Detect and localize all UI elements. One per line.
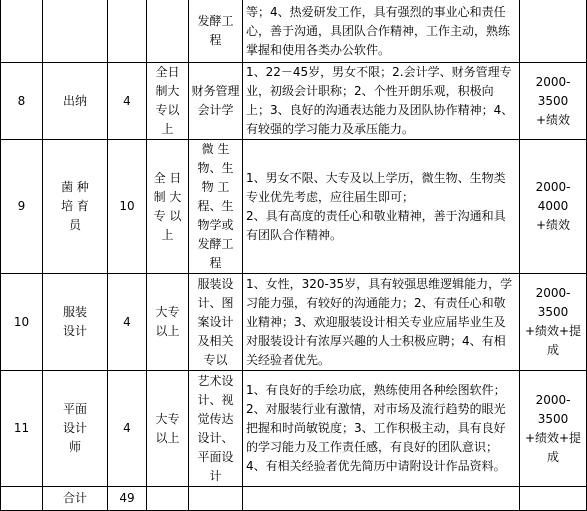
education-cell: 全日 制大 专以 上 bbox=[147, 63, 189, 140]
no-cell bbox=[1, 0, 43, 63]
table-row bbox=[1, 140, 587, 274]
table-row bbox=[1, 63, 587, 140]
requirements-cell: 1、男女不限、大专及以上学历，微生物、生物类专业优先考虑，应往届生即可； 2、具有高度的责任心和敬业精神，善于沟通和具有团队合作精神。 bbox=[243, 140, 520, 274]
count-cell: 4 bbox=[108, 274, 147, 371]
requirements-cell bbox=[243, 487, 520, 511]
education-cell: 大专 以上 bbox=[147, 274, 189, 371]
total-row bbox=[1, 487, 587, 511]
table-row bbox=[1, 274, 587, 371]
education-cell: 大专 以上 bbox=[147, 371, 189, 487]
major-cell: 发酵工 程 bbox=[189, 0, 243, 63]
position-cell: 菌 种 培 育 员 bbox=[43, 140, 108, 274]
major-cell: 微 生 物、生 物 工 程、生 物学或 发酵工 程 bbox=[189, 140, 243, 274]
salary-cell: 2000-3500 +绩效 bbox=[520, 63, 587, 140]
major-cell: 艺术设 计、视 觉传达 设计、 平面设 计 bbox=[189, 371, 243, 487]
total-label: 合计 bbox=[43, 487, 108, 511]
requirements-cell: 1、22－45岁，男女不限；2.会计学、财务管理专业，初级会计职称；2、个性开朗乐观，积极向上；3、良好的沟通表达能力及团队协作精神；4、有较强的学习能力及承压能力。 bbox=[243, 63, 520, 140]
requirements-cell: 1、女性，320-35岁，具有较强思维逻辑能力，学习能力强，有较好的沟通能力；2、有责任心和敬业精神；3、欢迎服装设计相关专业应届毕业生及对服装设计有浓厚兴趣的人士积极应聘；4、有相关经验者优先。 bbox=[243, 274, 520, 371]
education-cell bbox=[147, 487, 189, 511]
no-cell bbox=[1, 487, 43, 511]
salary-cell bbox=[520, 487, 587, 511]
position-cell: 平面 设计 师 bbox=[43, 371, 108, 487]
requirements-cell: 等；4、热爱研发工作，具有强烈的事业心和责任心，善于沟通，具团队合作精神，工作主动，熟练掌握和使用各类办公软件。 bbox=[243, 0, 520, 63]
no-cell: 8 bbox=[1, 63, 43, 140]
position-cell: 服装 设计 bbox=[43, 274, 108, 371]
no-cell: 11 bbox=[1, 371, 43, 487]
table-row bbox=[1, 0, 587, 63]
count-cell: 4 bbox=[108, 63, 147, 140]
count-cell: 10 bbox=[108, 140, 147, 274]
major-cell: 服装设 计、图 案设计 及相关 专以 bbox=[189, 274, 243, 371]
major-cell: 财务管理 会计学 bbox=[189, 63, 243, 140]
no-cell: 9 bbox=[1, 140, 43, 274]
salary-cell: 2000-3500 +绩效+提 成 bbox=[520, 274, 587, 371]
table-row bbox=[1, 371, 587, 487]
salary-cell bbox=[520, 0, 587, 63]
major-cell bbox=[189, 487, 243, 511]
no-cell: 10 bbox=[1, 274, 43, 371]
total-count: 49 bbox=[108, 487, 147, 511]
salary-cell: 2000-4000 +绩效 bbox=[520, 140, 587, 274]
salary-cell: 2000-3500 +绩效+提 成 bbox=[520, 371, 587, 487]
count-cell bbox=[108, 0, 147, 63]
position-cell: 出纳 bbox=[43, 63, 108, 140]
education-cell: 全 日 制 大 专 以 上 bbox=[147, 140, 189, 274]
count-cell: 4 bbox=[108, 371, 147, 487]
education-cell bbox=[147, 0, 189, 63]
requirements-cell: 1、有良好的手绘功底，熟练使用各种绘图软件；2、对服装行业有激情，对市场及流行趋势的眼光把握和时尚敏锐度；3、工作积极主动，具有良好的学习能力及工作责任感，有良好的团队意识；4、有相关经验者优先简历中请附设计作品资料。 bbox=[243, 371, 520, 487]
position-cell bbox=[43, 0, 108, 63]
